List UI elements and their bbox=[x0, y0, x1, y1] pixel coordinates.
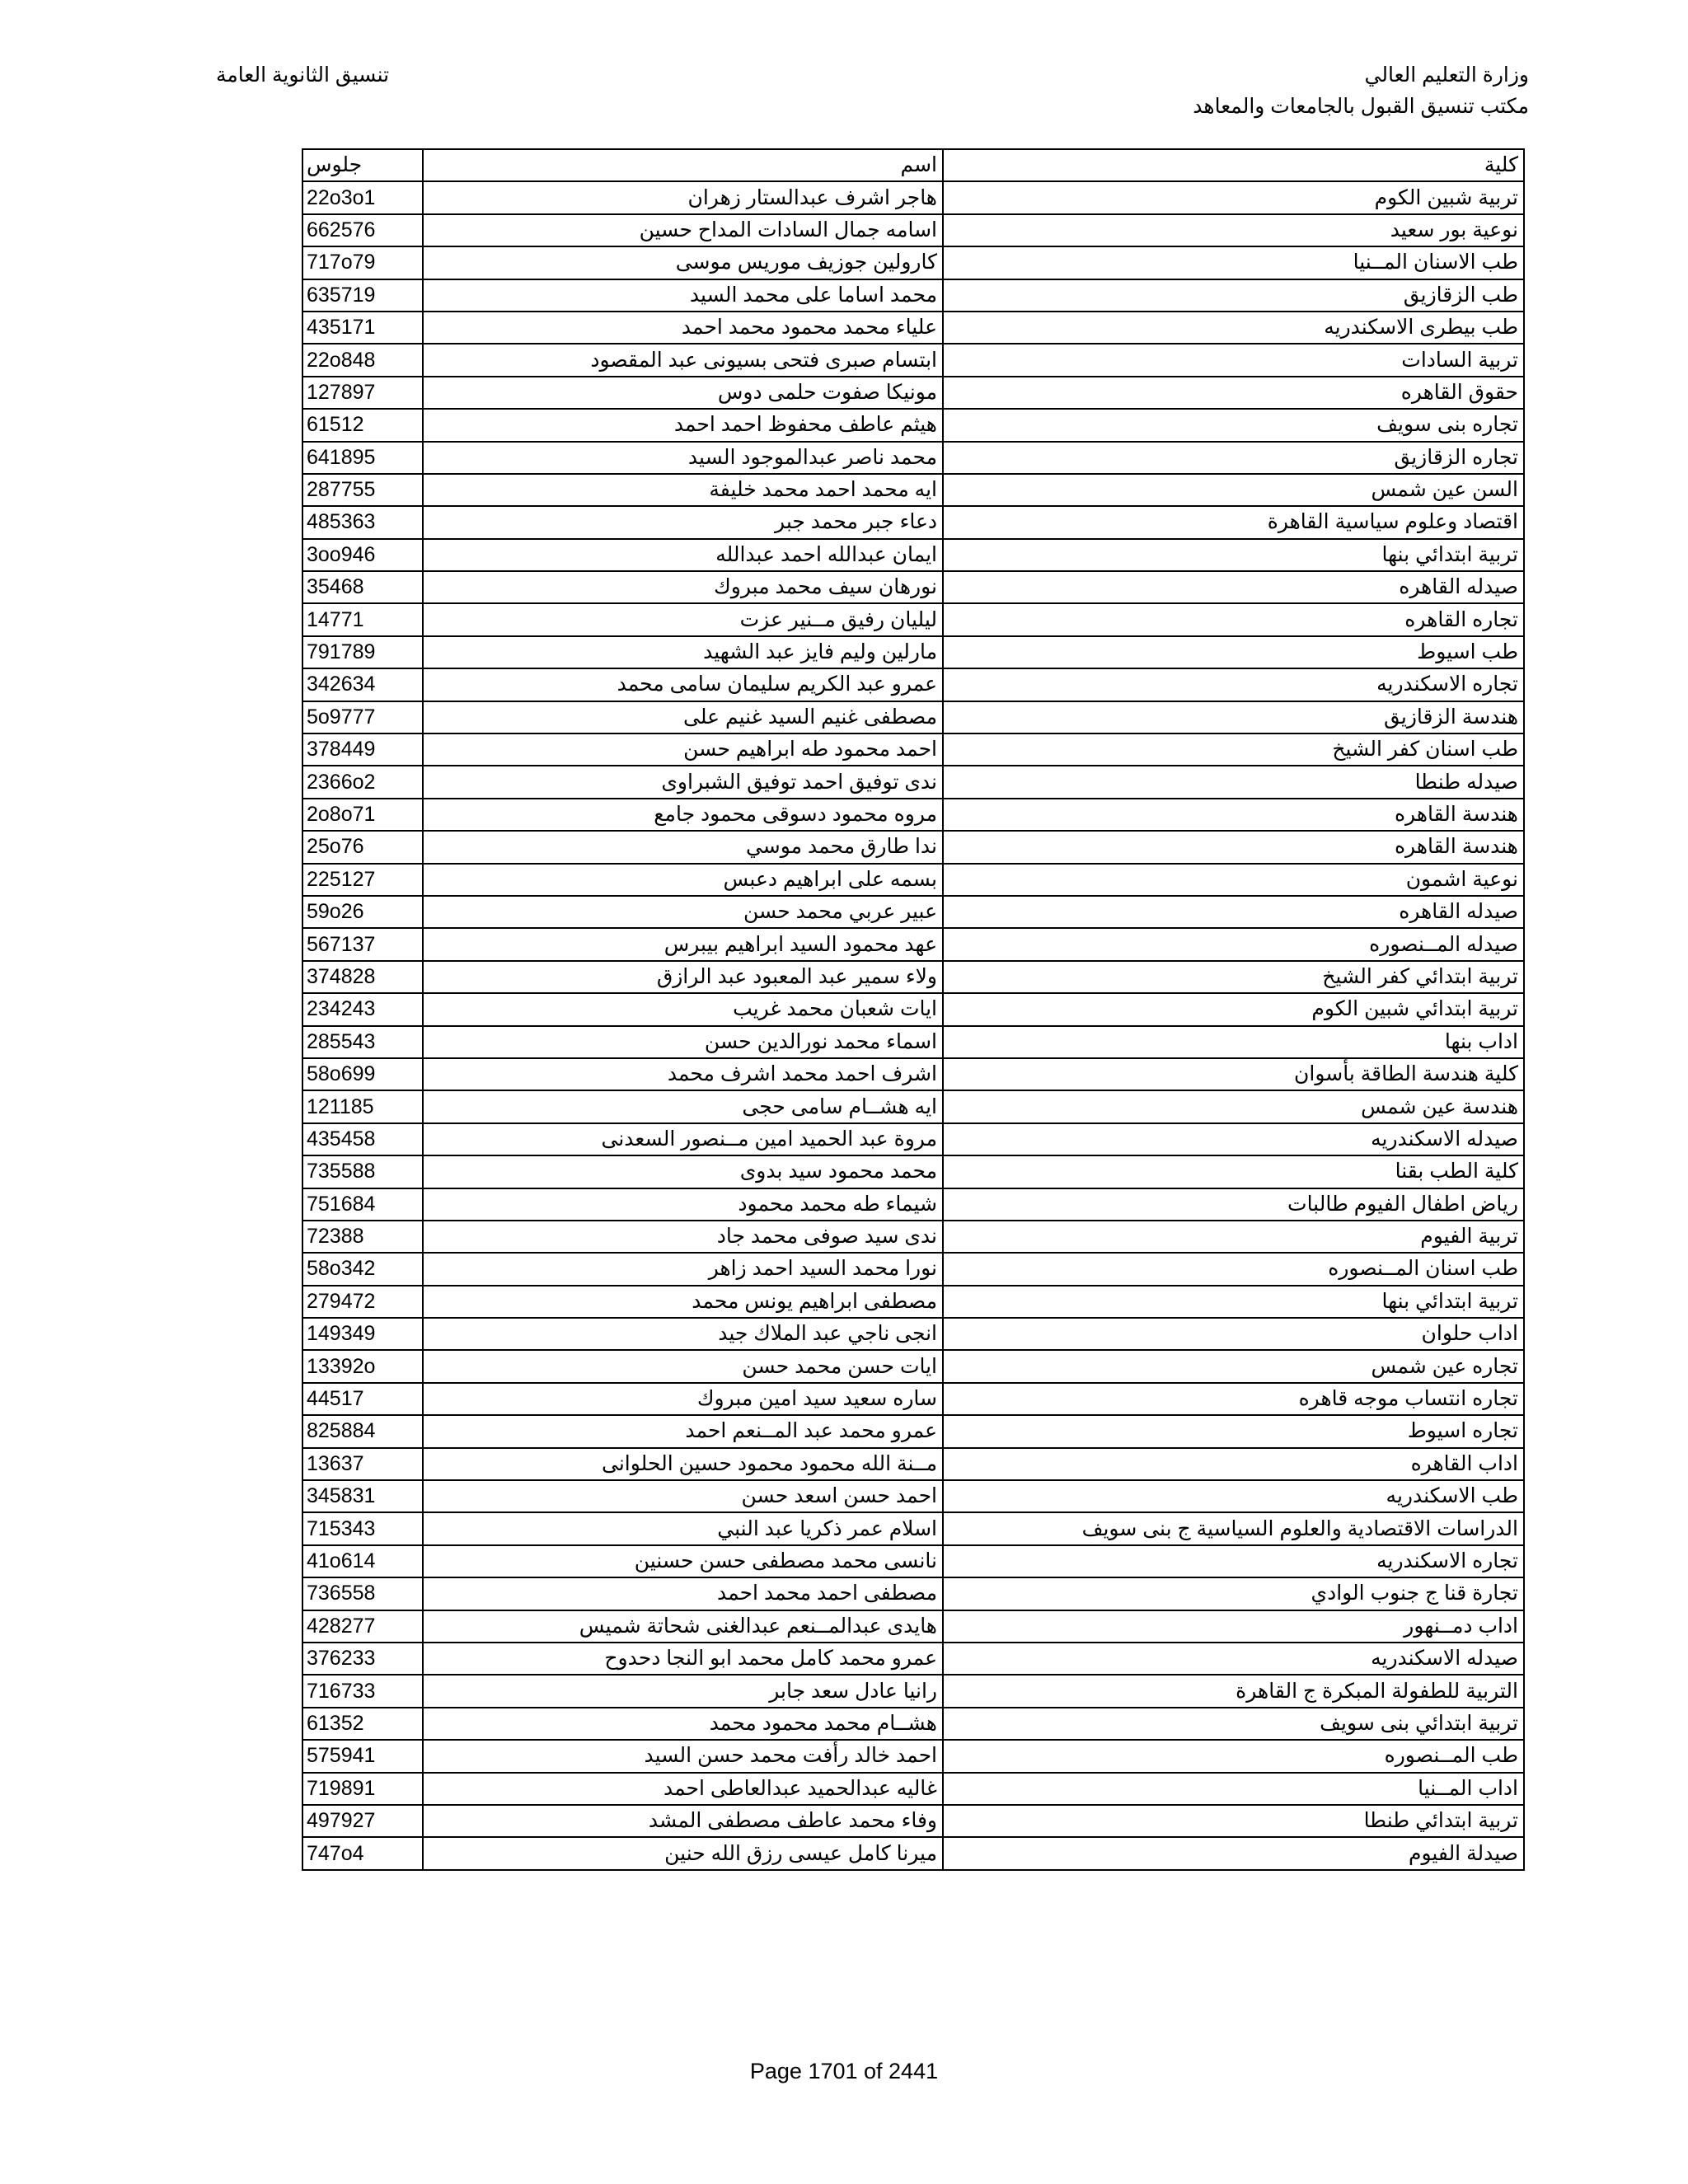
college-cell: نوعية اشمون bbox=[943, 864, 1524, 896]
seat-cell: 376233 bbox=[302, 1643, 423, 1675]
college-cell: صيدله المــنصوره bbox=[943, 928, 1524, 960]
seat-cell: 342634 bbox=[302, 668, 423, 701]
college-cell: طب الزقازيق bbox=[943, 279, 1524, 312]
table-row bbox=[302, 344, 1524, 376]
table-row bbox=[302, 1188, 1524, 1221]
seat-cell: 127897 bbox=[302, 377, 423, 409]
name-cell: هشــام محمد محمود محمد bbox=[423, 1708, 943, 1740]
table-row bbox=[302, 1415, 1524, 1447]
table-row bbox=[302, 1286, 1524, 1318]
name-cell: محمد اساما على محمد السيد bbox=[423, 279, 943, 312]
table-row bbox=[302, 1512, 1524, 1544]
college-cell: صيدله الاسكندريه bbox=[943, 1123, 1524, 1155]
seat-cell: 287755 bbox=[302, 474, 423, 506]
college-cell: هندسة القاهره bbox=[943, 799, 1524, 831]
name-cell: احمد محمود طه ابراهيم حسن bbox=[423, 733, 943, 766]
seat-cell: 35468 bbox=[302, 571, 423, 603]
page-number: Page 1701 of 2441 bbox=[749, 2059, 939, 2083]
table-row bbox=[302, 1221, 1524, 1253]
table-row bbox=[302, 246, 1524, 279]
office-title: مكتب تنسيق القبول بالجامعات والمعاهد bbox=[1193, 95, 1529, 118]
seat-cell: 641895 bbox=[302, 442, 423, 474]
seat-cell: 435171 bbox=[302, 312, 423, 344]
college-cell: كلية الطب بقنا bbox=[943, 1155, 1524, 1188]
seat-cell: 719891 bbox=[302, 1773, 423, 1805]
table-row bbox=[302, 668, 1524, 701]
seat-cell: 58o342 bbox=[302, 1253, 423, 1285]
college-cell: طب اسيوط bbox=[943, 636, 1524, 668]
college-cell: طب اسنان المــنصوره bbox=[943, 1253, 1524, 1285]
name-cell: عهد محمود السيد ابراهيم بيبرس bbox=[423, 928, 943, 960]
seat-cell: 345831 bbox=[302, 1480, 423, 1512]
table-row bbox=[302, 733, 1524, 766]
college-cell: تربية السادات bbox=[943, 344, 1524, 376]
college-cell: صيدله القاهره bbox=[943, 896, 1524, 928]
name-cell: اسامه جمال السادات المداح حسين bbox=[423, 214, 943, 246]
college-cell: طب الاسكندريه bbox=[943, 1480, 1524, 1512]
college-cell: التربية للطفولة المبكرة ج القاهرة bbox=[943, 1675, 1524, 1707]
table-row bbox=[302, 1675, 1524, 1707]
college-cell: اقتصاد وعلوم سياسية القاهرة bbox=[943, 506, 1524, 538]
seat-cell: 44517 bbox=[302, 1383, 423, 1415]
name-cell: ولاء سمير عبد المعبود عبد الرازق bbox=[423, 961, 943, 993]
seat-cell: 58o699 bbox=[302, 1058, 423, 1090]
table-row bbox=[302, 799, 1524, 831]
college-cell: هندسة الزقازيق bbox=[943, 701, 1524, 733]
name-cell: ايه محمد احمد محمد خليفة bbox=[423, 474, 943, 506]
seat-cell: 22o3o1 bbox=[302, 181, 423, 213]
table-row bbox=[302, 636, 1524, 668]
table-row bbox=[302, 1123, 1524, 1155]
table-row bbox=[302, 214, 1524, 246]
college-cell: طب اسنان كفر الشيخ bbox=[943, 733, 1524, 766]
name-cell: ابتسام صبرى فتحى بسيونى عبد المقصود bbox=[423, 344, 943, 376]
table-row bbox=[302, 1155, 1524, 1188]
column-header-seat: جلوس bbox=[302, 149, 423, 181]
name-cell: نورهان سيف محمد مبروك bbox=[423, 571, 943, 603]
table-row bbox=[302, 1805, 1524, 1837]
seat-cell: 791789 bbox=[302, 636, 423, 668]
table-row bbox=[302, 961, 1524, 993]
table-row bbox=[302, 1383, 1524, 1415]
table-row bbox=[302, 377, 1524, 409]
name-cell: مروه محمود دسوقى محمود جامع bbox=[423, 799, 943, 831]
table-row bbox=[302, 1740, 1524, 1772]
table-row bbox=[302, 603, 1524, 635]
college-cell: صيدله الاسكندريه bbox=[943, 1643, 1524, 1675]
seat-cell: 735588 bbox=[302, 1155, 423, 1188]
name-cell: اسلام عمر ذكريا عبد النبي bbox=[423, 1512, 943, 1544]
table-row bbox=[302, 1577, 1524, 1610]
seat-cell: 428277 bbox=[302, 1610, 423, 1643]
seat-cell: 5o9777 bbox=[302, 701, 423, 733]
college-cell: طب المــنصوره bbox=[943, 1740, 1524, 1772]
name-cell: مصطفى ابراهيم يونس محمد bbox=[423, 1286, 943, 1318]
college-cell: اداب القاهره bbox=[943, 1448, 1524, 1480]
college-cell: هندسة القاهره bbox=[943, 831, 1524, 863]
name-cell: ميرنا كامل عيسى رزق الله حنين bbox=[423, 1837, 943, 1869]
seat-cell: 717o79 bbox=[302, 246, 423, 279]
table-row bbox=[302, 409, 1524, 441]
table-row bbox=[302, 506, 1524, 538]
seat-cell: 13637 bbox=[302, 1448, 423, 1480]
name-cell: وفاء محمد عاطف مصطفى المشد bbox=[423, 1805, 943, 1837]
name-cell: مارلين وليم فايز عبد الشهيد bbox=[423, 636, 943, 668]
table-row bbox=[302, 1708, 1524, 1740]
table-row bbox=[302, 701, 1524, 733]
college-cell: صيدلة الفيوم bbox=[943, 1837, 1524, 1869]
college-cell: اداب المــنيا bbox=[943, 1773, 1524, 1805]
seat-cell: 747o4 bbox=[302, 1837, 423, 1869]
table-row bbox=[302, 1610, 1524, 1643]
name-cell: ليليان رفيق مــنير عزت bbox=[423, 603, 943, 635]
name-cell: ايات شعبان محمد غريب bbox=[423, 993, 943, 1025]
table-row bbox=[302, 1026, 1524, 1058]
seat-cell: 225127 bbox=[302, 864, 423, 896]
seat-cell: 716733 bbox=[302, 1675, 423, 1707]
college-cell: رياض اطفال الفيوم طالبات bbox=[943, 1188, 1524, 1221]
college-cell: تربية الفيوم bbox=[943, 1221, 1524, 1253]
seat-cell: 378449 bbox=[302, 733, 423, 766]
name-cell: دعاء جبر محمد جبر bbox=[423, 506, 943, 538]
seat-cell: 825884 bbox=[302, 1415, 423, 1447]
college-cell: تجاره القاهره bbox=[943, 603, 1524, 635]
name-cell: مونيكا صفوت حلمى دوس bbox=[423, 377, 943, 409]
table-row bbox=[302, 831, 1524, 863]
table-row bbox=[302, 766, 1524, 798]
college-cell: تربية ابتدائي بنها bbox=[943, 539, 1524, 571]
college-cell: تجاره اسيوط bbox=[943, 1415, 1524, 1447]
table-row bbox=[302, 1058, 1524, 1090]
table-row bbox=[302, 1350, 1524, 1382]
seat-cell: 279472 bbox=[302, 1286, 423, 1318]
name-cell: احمد خالد رأفت محمد حسن السيد bbox=[423, 1740, 943, 1772]
table-row bbox=[302, 1253, 1524, 1285]
college-cell: صيدله طنطا bbox=[943, 766, 1524, 798]
college-cell: تجاره الاسكندريه bbox=[943, 1545, 1524, 1577]
name-cell: ساره سعيد سيد امين مبروك bbox=[423, 1383, 943, 1415]
table-header-row bbox=[302, 149, 1524, 181]
seat-cell: 435458 bbox=[302, 1123, 423, 1155]
college-cell: تجاره الزقازيق bbox=[943, 442, 1524, 474]
college-cell: تجاره عين شمس bbox=[943, 1350, 1524, 1382]
table-row bbox=[302, 1090, 1524, 1122]
seat-cell: 497927 bbox=[302, 1805, 423, 1837]
college-cell: صيدله القاهره bbox=[943, 571, 1524, 603]
seat-cell: 751684 bbox=[302, 1188, 423, 1221]
seat-cell: 715343 bbox=[302, 1512, 423, 1544]
coordination-title: تنسيق الثانوية العامة bbox=[216, 63, 390, 87]
table-row bbox=[302, 993, 1524, 1025]
name-cell: اسماء محمد نورالدين حسن bbox=[423, 1026, 943, 1058]
seat-cell: 736558 bbox=[302, 1577, 423, 1610]
seat-cell: 41o614 bbox=[302, 1545, 423, 1577]
college-cell: تربية شبين الكوم bbox=[943, 181, 1524, 213]
college-cell: تربية ابتدائي طنطا bbox=[943, 1805, 1524, 1837]
seat-cell: 2o8o71 bbox=[302, 799, 423, 831]
table-row bbox=[302, 181, 1524, 213]
seat-cell: 14771 bbox=[302, 603, 423, 635]
name-cell: نورا محمد السيد احمد زاهر bbox=[423, 1253, 943, 1285]
seat-cell: 121185 bbox=[302, 1090, 423, 1122]
name-cell: محمد ناصر عبدالموجود السيد bbox=[423, 442, 943, 474]
table-row bbox=[302, 1545, 1524, 1577]
name-cell: احمد حسن اسعد حسن bbox=[423, 1480, 943, 1512]
college-cell: تربية ابتدائي بنى سويف bbox=[943, 1708, 1524, 1740]
name-cell: بسمه على ابراهيم دعبس bbox=[423, 864, 943, 896]
name-cell: اشرف احمد محمد اشرف محمد bbox=[423, 1058, 943, 1090]
college-cell: اداب بنها bbox=[943, 1026, 1524, 1058]
table-row bbox=[302, 279, 1524, 312]
name-cell: هيثم عاطف محفوظ احمد احمد bbox=[423, 409, 943, 441]
name-cell: عبير عربي محمد حسن bbox=[423, 896, 943, 928]
name-cell: ايه هشــام سامى حجى bbox=[423, 1090, 943, 1122]
name-cell: مــنة الله محمود محمود حسين الحلوانى bbox=[423, 1448, 943, 1480]
college-cell: كلية هندسة الطاقة بأسوان bbox=[943, 1058, 1524, 1090]
name-cell: محمد محمود سيد بدوى bbox=[423, 1155, 943, 1188]
seat-cell: 234243 bbox=[302, 993, 423, 1025]
seat-cell: 3oo946 bbox=[302, 539, 423, 571]
table-row bbox=[302, 864, 1524, 896]
college-cell: نوعية بور سعيد bbox=[943, 214, 1524, 246]
college-cell: الدراسات الاقتصادية والعلوم السياسية ج بنى سويف bbox=[943, 1512, 1524, 1544]
ministry-title: وزارة التعليم العالي bbox=[1364, 63, 1529, 87]
seat-cell: 149349 bbox=[302, 1318, 423, 1350]
seat-cell: 285543 bbox=[302, 1026, 423, 1058]
name-cell: ايمان عبدالله احمد عبدالله bbox=[423, 539, 943, 571]
name-cell: مصطفى غنيم السيد غنيم على bbox=[423, 701, 943, 733]
seat-cell: 59o26 bbox=[302, 896, 423, 928]
college-cell: تجاره انتساب موجه قاهره bbox=[943, 1383, 1524, 1415]
name-cell: عمرو محمد عبد المــنعم احمد bbox=[423, 1415, 943, 1447]
seat-cell: 61352 bbox=[302, 1708, 423, 1740]
table-row bbox=[302, 442, 1524, 474]
name-cell: غاليه عبدالحميد عبدالعاطى احمد bbox=[423, 1773, 943, 1805]
college-cell: تجاره بنى سويف bbox=[943, 409, 1524, 441]
seat-cell: 374828 bbox=[302, 961, 423, 993]
name-cell: رانيا عادل سعد جابر bbox=[423, 1675, 943, 1707]
college-cell: تربية ابتدائي كفر الشيخ bbox=[943, 961, 1524, 993]
seat-cell: 13392o bbox=[302, 1350, 423, 1382]
name-cell: ندى سيد صوفى محمد جاد bbox=[423, 1221, 943, 1253]
name-cell: مصطفى احمد محمد احمد bbox=[423, 1577, 943, 1610]
seat-cell: 2366o2 bbox=[302, 766, 423, 798]
column-header-name: اسم bbox=[423, 149, 943, 181]
name-cell: هايدى عبدالمــنعم عبدالغنى شحاتة شميس bbox=[423, 1610, 943, 1643]
college-cell: تجارة قنا ج جنوب الوادي bbox=[943, 1577, 1524, 1610]
table-row bbox=[302, 1837, 1524, 1869]
seat-cell: 25o76 bbox=[302, 831, 423, 863]
seat-cell: 662576 bbox=[302, 214, 423, 246]
college-cell: تربية ابتدائي شبين الكوم bbox=[943, 993, 1524, 1025]
table-row bbox=[302, 571, 1524, 603]
table-row bbox=[302, 1448, 1524, 1480]
name-cell: عمرو محمد كامل محمد ابو النجا دحدوح bbox=[423, 1643, 943, 1675]
name-cell: نانسى محمد مصطفى حسن حسنين bbox=[423, 1545, 943, 1577]
college-cell: هندسة عين شمس bbox=[943, 1090, 1524, 1122]
college-cell: تجاره الاسكندريه bbox=[943, 668, 1524, 701]
name-cell: ندى توفيق احمد توفيق الشبراوى bbox=[423, 766, 943, 798]
name-cell: مروة عبد الحميد امين مــنصور السعدنى bbox=[423, 1123, 943, 1155]
name-cell: شيماء طه محمد محمود bbox=[423, 1188, 943, 1221]
table-row bbox=[302, 312, 1524, 344]
name-cell: عمرو عبد الكريم سليمان سامى محمد bbox=[423, 668, 943, 701]
seat-cell: 22o848 bbox=[302, 344, 423, 376]
seat-cell: 485363 bbox=[302, 506, 423, 538]
college-cell: حقوق القاهره bbox=[943, 377, 1524, 409]
name-cell: ايات حسن محمد حسن bbox=[423, 1350, 943, 1382]
table-row bbox=[302, 1773, 1524, 1805]
table-row bbox=[302, 474, 1524, 506]
table-row bbox=[302, 896, 1524, 928]
college-cell: السن عين شمس bbox=[943, 474, 1524, 506]
admissions-table bbox=[302, 148, 1525, 1871]
seat-cell: 72388 bbox=[302, 1221, 423, 1253]
table-row bbox=[302, 1643, 1524, 1675]
seat-cell: 575941 bbox=[302, 1740, 423, 1772]
name-cell: هاجر اشرف عبدالستار زهران bbox=[423, 181, 943, 213]
table-row bbox=[302, 1318, 1524, 1350]
name-cell: ندا طارق محمد موسي bbox=[423, 831, 943, 863]
name-cell: كارولين جوزيف موريس موسى bbox=[423, 246, 943, 279]
name-cell: علياء محمد محمود محمد احمد bbox=[423, 312, 943, 344]
name-cell: انجى ناجي عبد الملاك جيد bbox=[423, 1318, 943, 1350]
college-cell: تربية ابتدائي بنها bbox=[943, 1286, 1524, 1318]
college-cell: طب بيطرى الاسكندريه bbox=[943, 312, 1524, 344]
table-row bbox=[302, 539, 1524, 571]
table-row bbox=[302, 928, 1524, 960]
college-cell: اداب دمــنهور bbox=[943, 1610, 1524, 1643]
seat-cell: 61512 bbox=[302, 409, 423, 441]
seat-cell: 635719 bbox=[302, 279, 423, 312]
college-cell: طب الاسنان المــنيا bbox=[943, 246, 1524, 279]
table-row bbox=[302, 1480, 1524, 1512]
column-header-college: كلية bbox=[943, 149, 1524, 181]
college-cell: اداب حلوان bbox=[943, 1318, 1524, 1350]
seat-cell: 567137 bbox=[302, 928, 423, 960]
